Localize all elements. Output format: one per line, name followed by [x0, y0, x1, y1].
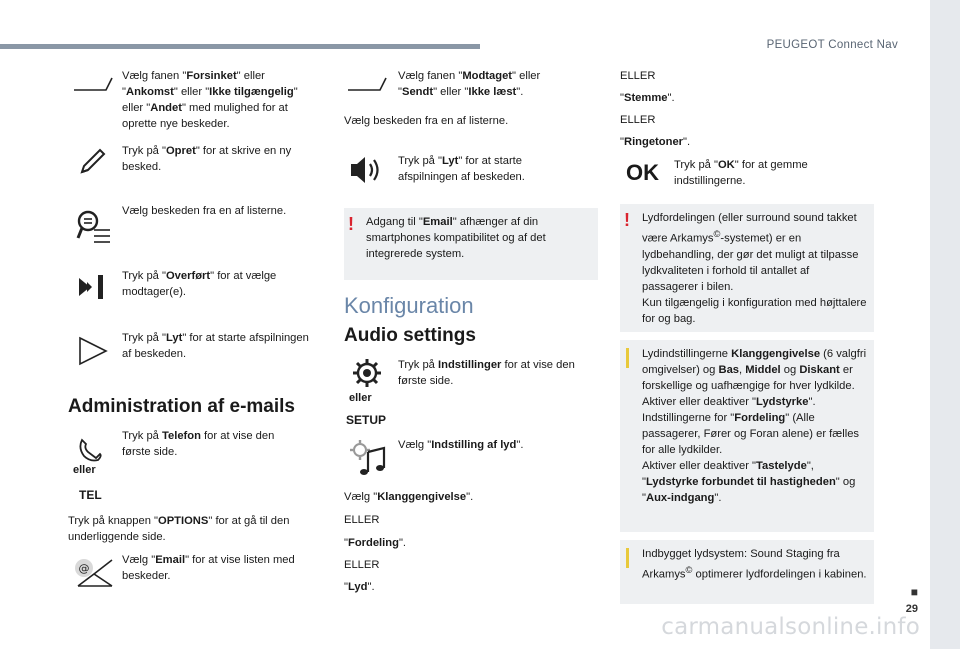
play-icon	[78, 336, 108, 366]
or-label-1: ELLER	[344, 514, 380, 526]
audio-settings-note	[620, 340, 874, 532]
pencil-icon	[76, 146, 108, 178]
ringetoner-text: "Ringetoner".	[620, 136, 691, 148]
or-label-2: ELLER	[344, 559, 380, 571]
brand-header: PEUGEOT Connect Nav	[766, 39, 898, 51]
setup-label: SETUP	[346, 413, 387, 427]
phone-text: Tryk på Telefon for at vise den første side.	[122, 430, 275, 458]
phone-or-label: eller	[73, 464, 96, 476]
page-number: 29	[905, 603, 918, 615]
email-icon	[72, 556, 116, 590]
sound-setting-text: Vælg "Indstilling af lyd".	[398, 439, 524, 451]
sound-staging-note	[620, 540, 874, 604]
section-title-emails: Administration af e-mails	[68, 396, 295, 417]
or-label-4: ELLER	[620, 114, 656, 126]
tab-icon	[72, 76, 116, 94]
distribution-note-text: Lydfordelingen (eller surround sound takket være Arkamys©-systemet) er en lydbehandling, der gør det muligt at tilpasse lydkvaliteten i forhold til antallet af passagerer i bilen. Kun tilgængelig i konfiguration med højttalere for og bag.	[642, 212, 867, 325]
sound-staging-note-text: Indbygget lydsystem: Sound Staging fra Arkamys© optimerer lydfordelingen i kabinen.	[642, 548, 867, 581]
create-text: Tryk på "Opret" for at skrive en ny besked.	[122, 145, 292, 173]
svg-text:@: @	[78, 562, 90, 575]
forward-icon	[76, 272, 106, 302]
warning-icon: !	[348, 214, 354, 234]
sent-tab-text: Vælg fanen "Forsinket" eller "Ankomst" eller "Ikke tilgængelig" eller "Andet" med mulighed for at oprette nye beskeder.	[122, 70, 298, 130]
email-note	[344, 208, 598, 280]
watermark: carmanualsonline.info	[661, 614, 920, 640]
gear-icon	[352, 358, 382, 388]
warning-icon-2: !	[624, 210, 630, 230]
info-bar-icon-2	[626, 548, 629, 568]
or-label-3: ELLER	[620, 70, 656, 82]
speaker-icon	[348, 154, 384, 186]
settings-text: Tryk på Indstillinger for at vise den første side.	[398, 359, 575, 387]
select-text: Vælg beskeden fra en af listerne.	[122, 205, 287, 217]
email-text: Vælg "Email" for at vise listen med beskeder.	[122, 554, 295, 582]
phone-icon	[76, 432, 106, 462]
phone-tel-label: TEL	[79, 488, 102, 502]
header-rule	[0, 44, 480, 49]
end-marker: ■	[910, 585, 918, 599]
list-search-icon	[74, 208, 112, 246]
select-list-text: Vælg beskeden fra en af listerne.	[344, 115, 509, 127]
tab-icon-2	[346, 76, 390, 94]
ok-text: Tryk på "OK" for at gemme indstillingerne.	[674, 159, 808, 187]
info-bar-icon	[626, 348, 629, 368]
sound-settings-icon	[348, 438, 388, 478]
audio-settings-title: Audio settings	[344, 325, 476, 346]
received-tab-text: Vælg fanen "Modtaget" eller "Sendt" eller "Ikke læst".	[398, 70, 541, 98]
options-text: Tryk på knappen "OPTIONS" for at gå til den underliggende side.	[68, 515, 290, 543]
klang-text: Vælg "Klanggengivelse".	[344, 491, 474, 503]
distribution-note	[620, 204, 874, 332]
stemme-text: "Stemme".	[620, 92, 675, 104]
play-message-text: Tryk på "Lyt" for at starte afspilningen af beskeden.	[398, 155, 525, 183]
lyd-text: "Lyd".	[344, 581, 375, 593]
forward-text: Tryk på "Overført" for at vælge modtager(e).	[122, 270, 277, 298]
fordeling-text: "Fordeling".	[344, 537, 407, 549]
audio-settings-note-text: Lydindstillingerne Klanggengivelse (6 valgfri omgivelser) og Bas, Middel og Diskant er forskellige og uafhængige for hver lydkilde. Aktiver eller deaktiver "Lydstyrke". Indstillingerne for "Fordeling" (Alle passagerer, Fører og Foran alene) er fælles for alle lydkilder. Aktiver eller deaktiver "Tastelyde", "Lydstyrke forbundet til hastigheden" og "Aux-indgang".	[642, 348, 867, 504]
play-text: Tryk på "Lyt" for at starte afspilningen af beskeden.	[122, 332, 309, 360]
konfiguration-title: Konfiguration	[344, 293, 474, 318]
page-side-strip	[930, 0, 960, 649]
email-note-text: Adgang til "Email" afhænger af din smartphones kompatibilitet og af det integrerede system.	[366, 216, 546, 260]
settings-or-label: eller	[349, 392, 372, 404]
ok-icon: OK	[626, 160, 659, 185]
